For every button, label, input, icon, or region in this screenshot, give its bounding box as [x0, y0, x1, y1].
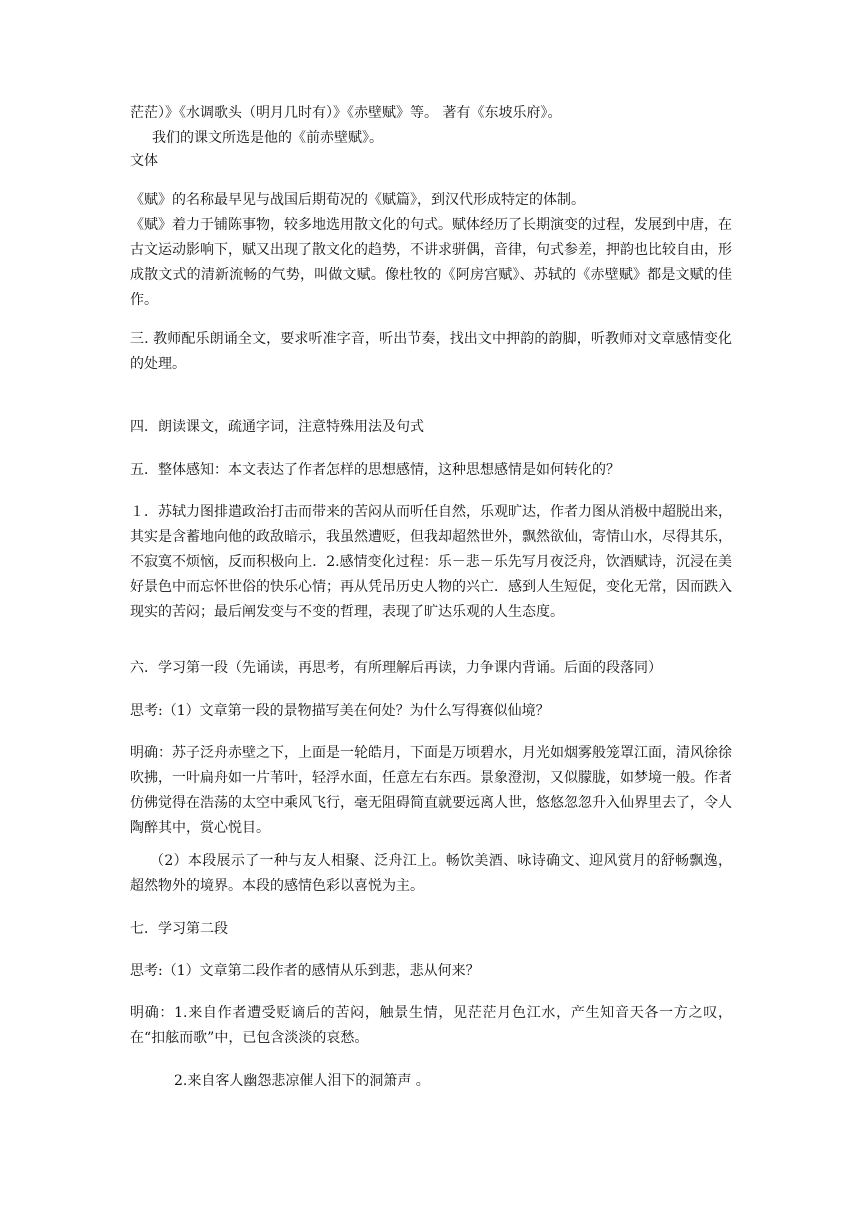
paragraph-step-4: 四．朗读课文，疏通字词，注意特殊用法及句式: [130, 419, 424, 435]
paragraph-fu-style: 《赋》着力于铺陈事物，较多地选用散文化的句式。赋体经历了长期演变的过程，发展到中唐，在古文运动影响下，赋又出现了散文化的趋势，不讲求骈偶，音律，句式参差，押韵也比较自由，形成散文式的清新流畅的气势，叫做文赋。像杜牧的《阿房宫赋》、苏轼的《赤壁赋》都是文赋的佳作。: [130, 217, 732, 308]
paragraph-step-7: 七．学习第二段: [130, 921, 228, 937]
paragraph-answer-2-2: 2.来自客人幽怨悲凉催人泪下的洞箫声 。: [174, 1073, 430, 1089]
paragraph-step-5: 五．整体感知：本文表达了作者怎样的思想感情，这种思想感情是如何转化的？: [130, 462, 620, 478]
paragraph-step-6: 六．学习第一段（先诵读，再思考，有所理解后再读，力争课内背诵。后面的段落同）: [130, 660, 662, 676]
paragraph-overall-feeling: １．苏轼力图排遣政治打击而带来的苦闷从而听任自然，乐观旷达，作者力图从消极中超脱出来，其实是含蓄地向他的政敌暗示，我虽然遭贬，但我却超然世外，飘然欲仙，寄情山水，尽得其乐，不寂寞不烦恼，反而积极向上．2.感情变化过程：乐－悲－乐先写月夜泛舟，饮酒赋诗，沉浸在美好景色中而忘怀世俗的快乐心情；再从凭吊历史人物的兴亡．感到人生短促，变化无常，因而跌入现实的苦闷；最后阐发变与不变的哲理，表现了旷达乐观的人生态度。: [130, 504, 732, 620]
paragraph-fu-origin: 《赋》的名称最早见与战国后期荀况的《赋篇》，到汉代形成特定的体制。: [130, 192, 585, 208]
paragraph-step-3: 三. 教师配乐朗诵全文，要求听准字音，听出节奏，找出文中押韵的韵脚，听教师对文章感情变化的处理。: [130, 331, 732, 372]
paragraph-answer-2-1: 明确：1.来自作者遭受贬谪后的苦闷，触景生情，见茫茫月色江水，产生知音天各一方之叹，在“扣舷而歌”中，已包含淡淡的哀愁。: [130, 1005, 732, 1046]
paragraph-answer-1-2: （2）本段展示了一种与友人相聚、泛舟江上。畅饮美酒、咏诗确文、迎风赏月的舒畅飘逸，超然物外的境界。本段的感情色彩以喜悦为主。: [130, 853, 732, 894]
paragraph-question-2-1: 思考:（1）文章第二段作者的感情从乐到悲，悲从何来？: [130, 963, 480, 979]
paragraph-question-1-1: 思考:（1）文章第一段的景物描写美在何处？为什么写得赛似仙境？: [130, 703, 550, 719]
section-heading-genre: 文体: [130, 153, 158, 169]
paragraph-answer-1: 明确：苏子泛舟赤壁之下，上面是一轮皓月，下面是万顷碧水，月光如烟雾般笼罩江面，清风徐徐吹拂，一叶扁舟如一片苇叶，轻浮水面，任意左右东西。景象澄沏，又似朦胧，如梦境一般。作者仿佛觉得在浩荡的太空中乘风飞行，毫无阻碍简直就要远离人世，悠悠忽忽升入仙界里去了，令人陶醉其中，赏心悦目。: [130, 745, 732, 836]
text-line-textbook-selection: 我们的课文所选是他的《前赤壁赋》。: [152, 130, 383, 146]
text-line-works: 茫茫）》《水调歌头（明月几时有）》《赤壁赋》等。 著有《东坡乐府》。: [130, 105, 562, 121]
